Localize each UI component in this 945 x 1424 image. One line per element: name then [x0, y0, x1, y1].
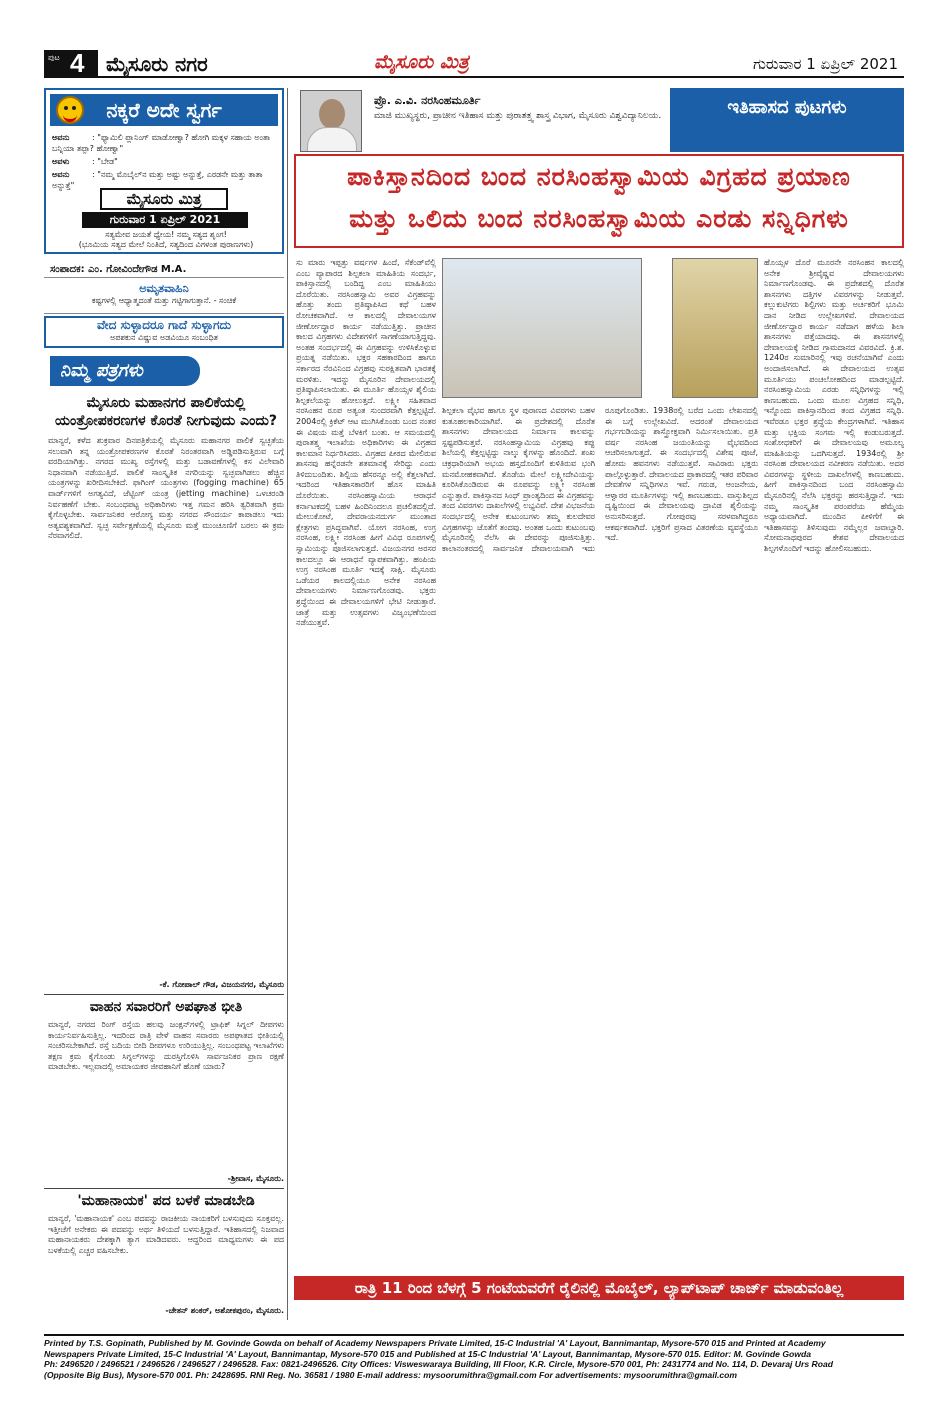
page-number: 4 — [70, 48, 85, 78]
imprint-line: Printed by T.S. Gopinath, Published by M. Govinde Gowda on behalf of Academy Newspapers Private Limited, 15-C Industrial 'A' Layout, Bannimantap, Mysore-570 015 and Printed at Academy — [44, 1338, 826, 1348]
page-number-box — [44, 50, 98, 78]
imprint-line: (Opposite Big Bus), Mysore-570 001. Ph: 2428695. RNI Reg. No. 36581 / 1980 E-mail address: mysoorumithra@gmail.com For advertisements: mysoorumithra@gmail.com — [44, 1369, 738, 1380]
temple-photo — [442, 258, 642, 398]
divider — [44, 994, 284, 995]
newspaper-page — [44, 44, 904, 1386]
letter-title: ಮೈಸೂರು ಮಹಾನಗರ ಪಾಲಿಕೆಯಲ್ಲಿ ಯಂತ್ರೋಪಕರಣಗಳ ಕೊರತೆ ನೀಗುವುದು ಎಂದು? — [55, 395, 277, 429]
author-photo — [300, 90, 362, 152]
letter-body: ಮಾನ್ಯರೆ, 'ಮಹಾನಾಯಕ' ಎಂಬ ಪದವನ್ನು ರಾಜಕೀಯ ನಾಯಕರಿಗೆ ಬಳಸುವುದು ಸೂಕ್ತವಲ್ಲ. ಇತ್ತೀಚೆಗೆ ಅನೇಕರು ಈ ಪದವನ್ನು ಅರ್ಥ ತಿಳಿಯದೆ ಬಳಸುತ್ತಿದ್ದಾರೆ. ಇತಿಹಾಸದಲ್ಲಿ ನಿಜವಾದ ಮಹಾನಾಯಕರು ದೇಶಕ್ಕಾಗಿ ತ್ಯಾಗ ಮಾಡಿದವರು. ಆದ್ದರಿಂದ ಮಾಧ್ಯಮಗಳು ಈ ಪದ ಬಳಕೆಯಲ್ಲಿ ಎಚ್ಚರ ವಹಿಸಬೇಕು. — [48, 1214, 284, 1255]
joke-lines — [52, 132, 280, 193]
divider — [44, 1188, 284, 1189]
laughing-face-icon — [56, 96, 84, 124]
letter-signature: -ಚೇತನ್ ಶಂಕರ್, ಅಶೋಕಪುರಂ, ಮೈಸೂರು. — [165, 1306, 284, 1315]
section-title: ಮೈಸೂರು ನಗರ — [106, 52, 208, 76]
amritavahini-text: ಕಷ್ಟಗಳಲ್ಲಿ ಆಧ್ಯಾತ್ಮದಂತೆ ಮತ್ತು ಗಟ್ಟಿಗಾಗುತ್ತಾನೆ. - ಸಂಚಿಕೆ — [91, 296, 237, 305]
article-column: ಶಿಲ್ಪಕಲಾ ವೈಭವ ಹಾಗೂ ಸ್ಥಳ ಪುರಾಣದ ವಿವರಗಳು ಬಹಳ ಕುತೂಹಲಕಾರಿಯಾಗಿವೆ. ಈ ಪ್ರದೇಶದಲ್ಲಿ ದೊರೆತ ಶಾಸನಗಳು ದೇವಾಲಯದ ನಿರ್ಮಾಣ ಕಾಲವನ್ನು ಸ್ಪಷ್ಟಪಡಿಸುತ್ತವೆ. ನರಸಿಂಹಸ್ವಾಮಿಯ ವಿಗ್ರಹವು ಕಪ್ಪು ಶಿಲೆಯಲ್ಲಿ ಕೆತ್ತಲ್ಪಟ್ಟಿದ್ದು ನಾಲ್ಕು ಕೈಗಳನ್ನು ಹೊಂದಿದೆ. ಶಂಖ ಚಕ್ರಧಾರಿಯಾಗಿ ಅಭಯ ಹಸ್ತದೊಂದಿಗೆ ಕುಳಿತಿರುವ ಭಂಗಿ ಮನಮೋಹಕವಾಗಿದೆ. ತೊಡೆಯ ಮೇಲೆ ಲಕ್ಷ್ಮೀದೇವಿಯನ್ನು ಕೂರಿಸಿಕೊಂಡಿರುವ ಈ ರೂಪವನ್ನು ಲಕ್ಷ್ಮೀ ನರಸಿಂಹ ಎನ್ನುತ್ತಾರೆ. ಪಾಕಿಸ್ತಾನದ ಸಿಂಧ್ ಪ್ರಾಂತ್ಯದಿಂದ ಈ ವಿಗ್ರಹವನ್ನು ತಂದ ವಿವರಗಳು ದಾಖಲೆಗಳಲ್ಲಿ ಲಭ್ಯವಿವೆ. ದೇಶ ವಿಭಜನೆಯ ಸಂದರ್ಭದಲ್ಲಿ ಅನೇಕ ಕುಟುಂಬಗಳು ತಮ್ಮ ಕುಲದೇವರ ವಿಗ್ರಹಗಳನ್ನು ಜೊತೆಗೆ ತಂದವು. ಅಂತಹ ಒಂದು ಕುಟುಂಬವು ಮೈಸೂರಿನಲ್ಲಿ ನೆಲೆಸಿ ಈ ದೇವರನ್ನು ಪೂಜಿಸುತ್ತಿತ್ತು. ಕಾಲಾನಂತರದಲ್ಲಿ ಸಾರ್ವಜನಿಕ ದೇವಾಲಯವಾಗಿ ಇದು ರೂಪುಗೊಂಡಿತು. 1938ರಲ್ಲಿ ಬರೆದ ಒಂದು ಲೇಖನದಲ್ಲಿ ಈ ಬಗ್ಗೆ ಉಲ್ಲೇಖವಿದೆ. ಅದರಂತೆ ದೇವಾಲಯದ ಗರ್ಭಗುಡಿಯನ್ನು ಶಾಸ್ತ್ರೋಕ್ತವಾಗಿ ನಿರ್ಮಿಸಲಾಯಿತು. ಪ್ರತಿ ವರ್ಷ ನರಸಿಂಹ ಜಯಂತಿಯನ್ನು ವೈಭವದಿಂದ ಆಚರಿಸಲಾಗುತ್ತದೆ. ಈ ಸಂದರ್ಭದಲ್ಲಿ ವಿಶೇಷ ಪೂಜೆ, ಹೋಮ ಹವನಗಳು ನಡೆಯುತ್ತವೆ. ಸಾವಿರಾರು ಭಕ್ತರು ಪಾಲ್ಗೊಳ್ಳುತ್ತಾರೆ. ದೇವಾಲಯದ ಪ್ರಾಕಾರದಲ್ಲಿ ಇತರ ಪರಿವಾರ ದೇವತೆಗಳ ಸನ್ನಿಧಿಗಳೂ ಇವೆ. ಗರುಡ, ಆಂಜನೇಯ, ಆಳ್ವಾರರ ಮೂರ್ತಿಗಳನ್ನು ಇಲ್ಲಿ ಕಾಣಬಹುದು. ವಾಸ್ತುಶಿಲ್ಪದ ದೃಷ್ಟಿಯಿಂದ ಈ ದೇವಾಲಯವು ದ್ರಾವಿಡ ಶೈಲಿಯನ್ನು ಅನುಸರಿಸುತ್ತದೆ. ಗೋಪುರವು ಸರಳವಾಗಿದ್ದರೂ ಆಕರ್ಷಕವಾಗಿದೆ. ಭಕ್ತರಿಗೆ ಪ್ರಸಾದ ವಿತರಣೆಯ ವ್ಯವಸ್ಥೆಯೂ ಇದೆ. — [442, 406, 758, 553]
imprint-line: Ph: 2496520 / 2496521 / 2496526 / 2496527 / 2496528. Fax: 0821-2496526. City Offices: Visweswaraya Building, III Floor, K.R. Circle, Mysore-570 001, Ph: 2431774 and No. 114, D. Devaraj Urs Road — [44, 1359, 833, 1369]
article-headline — [294, 154, 904, 248]
author-name: ಪ್ರೊ. ಎ.ವಿ. ನರಸಿಂಹಮೂರ್ತಿ — [374, 94, 481, 107]
headline-line-2: ಮತ್ತು ಒಲಿದು ಬಂದ ನರಸಿಂಹಸ್ವಾಮಿಯ ಎರಡು ಸನ್ನಿಧಿಗಳು — [349, 204, 849, 233]
page-label: ಪುಟ — [48, 53, 60, 62]
letter-title: 'ಮಹಾನಾಯಕ' ಪದ ಬಳಕೆ ಮಾಡಬೇಡಿ — [77, 1193, 255, 1209]
article-column: ಹೊಯ್ಸಳ ದೊರೆ ಮೂರನೇ ನರಸಿಂಹನ ಕಾಲದಲ್ಲಿ ಅನೇಕ ಶ್ರೀವೈಷ್ಣವ ದೇವಾಲಯಗಳು ನಿರ್ಮಾಣಗೊಂಡವು. ಈ ಪ್ರದೇಶದಲ್ಲಿ ದೊರೆತ ಶಾಸನಗಳು ದತ್ತಿಗಳ ವಿವರಗಳನ್ನು ನೀಡುತ್ತವೆ. ಕಲ್ಲುಕುಟಿಗರು ಶಿಲ್ಪಿಗಳು ಮತ್ತು ಅರ್ಚಕರಿಗೆ ಭೂಮಿ ದಾನ ನೀಡಿದ ಉಲ್ಲೇಖಗಳಿವೆ. ದೇವಾಲಯದ ಜೀರ್ಣೋದ್ಧಾರ ಕಾರ್ಯ ನಡೆದಾಗ ಹಳೆಯ ಶಿಲಾ ಶಾಸನಗಳು ಪತ್ತೆಯಾದವು. ಈ ಶಾಸನಗಳಲ್ಲಿ ದೇವಾಲಯಕ್ಕೆ ನೀಡಿದ ಗ್ರಾಮದಾನದ ವಿವರವಿದೆ. ಕ್ರಿ.ಶ. 1240ರ ಸುಮಾರಿನಲ್ಲಿ ಇವು ರಚನೆಯಾಗಿವೆ ಎಂದು ಅಂದಾಜಿಸಲಾಗಿದೆ. ಈ ದೇವಾಲಯದ ಉತ್ಸವ ಮೂರ್ತಿಯು ಪಂಚಲೋಹದಿಂದ ಮಾಡಲ್ಪಟ್ಟಿದೆ. ನರಸಿಂಹಸ್ವಾಮಿಯ ಎರಡು ಸನ್ನಿಧಿಗಳನ್ನು ಇಲ್ಲಿ ಕಾಣಬಹುದು. ಒಂದು ಮೂಲ ವಿಗ್ರಹದ ಸನ್ನಿಧಿ, ಇನ್ನೊಂದು ಪಾಕಿಸ್ತಾನದಿಂದ ತಂದ ವಿಗ್ರಹದ ಸನ್ನಿಧಿ. ಇವೆರಡೂ ಭಕ್ತರ ಶ್ರದ್ಧೆಯ ಕೇಂದ್ರಗಳಾಗಿವೆ. ಇತಿಹಾಸ ಮತ್ತು ಭಕ್ತಿಯ ಸಂಗಮ ಇಲ್ಲಿ ಕಂಡುಬರುತ್ತದೆ. ಸಂಶೋಧಕರಿಗೆ ಈ ದೇವಾಲಯವು ಅಮೂಲ್ಯ ಮಾಹಿತಿಯನ್ನು ಒದಗಿಸುತ್ತದೆ. 1934ರಲ್ಲಿ ಶ್ರೀ ನರಸಿಂಹ ದೇವಾಲಯದ ನವೀಕರಣ ನಡೆಯಿತು. ಅದರ ವಿವರಗಳನ್ನು ಸ್ಥಳೀಯ ದಾಖಲೆಗಳಲ್ಲಿ ಕಾಣಬಹುದು. ಹೀಗೆ ಪಾಕಿಸ್ತಾನದಿಂದ ಬಂದ ನರಸಿಂಹಸ್ವಾಮಿ ಮೈಸೂರಿನಲ್ಲಿ ನೆಲೆಸಿ ಭಕ್ತರನ್ನು ಹರಸುತ್ತಿದ್ದಾನೆ. ಇದು ನಮ್ಮ ಸಾಂಸ್ಕೃತಿಕ ಪರಂಪರೆಯ ಹೆಮ್ಮೆಯ ಅಧ್ಯಾಯವಾಗಿದೆ. ಮುಂದಿನ ಪೀಳಿಗೆಗೆ ಈ ಇತಿಹಾಸವನ್ನು ತಿಳಿಸುವುದು ನಮ್ಮೆಲ್ಲರ ಜವಾಬ್ದಾರಿ. ಸೋಮನಾಥಪುರದ ಕೇಶವ ದೇವಾಲಯದ ಶಿಲ್ಪಗಳೊಂದಿಗೆ ಇದನ್ನು ಹೋಲಿಸಬಹುದು. — [764, 258, 904, 554]
masthead: ಮೈಸೂರು ಮಿತ್ರ — [374, 51, 469, 73]
deity-photo — [672, 258, 758, 398]
editor-line: ಸಂಪಾದಕ: ಎಂ. ಗೋವಿಂದೇಗೌಡ M.A. — [44, 262, 284, 278]
proverb-title: ವೇದ ಸುಳ್ಳಾದರೂ ಗಾದೆ ಸುಳ್ಳಾಗದು — [96, 318, 232, 332]
joke-line: ಅವನು : "ಫ್ಯಾಮಿಲಿ ಪ್ಲಾನಿಂಗ್ ಮಾಡೋಣ್ವಾ? ಹೋಗಿ ಮಕ್ಕಳ ಸಹಾಯ ಅಂತಾ ಬನ್ನಿಯಾ ತಪ್ಪಾ? ಹೋಣ್ವಾ" — [52, 133, 271, 153]
letter-body: ಮಾನ್ಯರೆ, ಕಳೆದ ಶುಕ್ರವಾರ ದಿನಪತ್ರಿಕೆಯಲ್ಲಿ ಮೈಸೂರು ಮಹಾನಗರ ಪಾಲಿಕೆ ಸ್ವಚ್ಛತೆಯ ಸಲುವಾಗಿ ತನ್ನ ಯಂತ್ರೋಪಕರಣಗಳ ಕೊರತೆ ನಿರಂತರವಾಗಿ ಅಡ್ಡಿಪಡಿಸುತ್ತಿರುವ ಬಗ್ಗೆ ವರದಿಯಾಗಿತ್ತು. ನಗರದ ಮುಖ್ಯ ರಸ್ತೆಗಳಲ್ಲಿ ಮತ್ತು ಬಡಾವಣೆಗಳಲ್ಲಿ ಕಸ ವಿಲೇವಾರಿ ನಿಧಾನವಾಗಿ ನಡೆಯುತ್ತಿದೆ. ಪಾಲಿಕೆ ಸಾಂಸ್ಕೃತಿಕ ನಗರಿಯನ್ನು ಸ್ವಚ್ಛವಾಗಿಡಲು ಹೆಚ್ಚಿನ ಯಂತ್ರಗಳನ್ನು ಖರೀದಿಸಬೇಕಿದೆ. ಫಾಗಿಂಗ್ ಯಂತ್ರಗಳು (fogging machine) 65 ವಾರ್ಡ್‌ಗಳಿಗೆ ಅಗತ್ಯವಿದೆ, ಜೆಟ್ಟಿಂಗ್ ಯಂತ್ರ (jetting machine) ಒಳಚರಂಡಿ ನಿರ್ವಹಣೆಗೆ ಬೇಕು. ಸಂಬಂಧಪಟ್ಟ ಅಧಿಕಾರಿಗಳು ಇತ್ತ ಗಮನ ಹರಿಸಿ ತ್ವರಿತವಾಗಿ ಕ್ರಮ ಕೈಗೊಳ್ಳಬೇಕು. ಸಾರ್ವಜನಿಕರ ಆರೋಗ್ಯ ಮತ್ತು ನಗರದ ಸೌಂದರ್ಯ ಕಾಪಾಡಲು ಇದು ಅತ್ಯವಶ್ಯಕವಾಗಿದೆ. ಸ್ವಚ್ಛ ಸರ್ವೇಕ್ಷಣೆಯಲ್ಲಿ ಮೈಸೂರು ಮತ್ತೆ ಮುಂಚೂಣಿಗೆ ಬರಲು ಈ ಕ್ರಮ ನೆರವಾಗಲಿದೆ. — [48, 436, 284, 541]
author-description: ಮಾಜಿ ಮುಖ್ಯಸ್ಥರು, ಪ್ರಾಚೀನ ಇತಿಹಾಸ ಮತ್ತು ಪುರಾತತ್ತ್ವ ಶಾಸ್ತ್ರ ವಿಭಾಗ, ಮೈಸೂರು ವಿಶ್ವವಿದ್ಯಾನಿಲಯ. — [374, 111, 662, 121]
headline-line-1: ಪಾಕಿಸ್ತಾನದಿಂದ ಬಂದ ನರಸಿಂಹಸ್ವಾಮಿಯ ವಿಗ್ರಹದ ಪ್ರಯಾಣ — [347, 162, 851, 191]
imprint-line: Newspapers Private Limited, 15-C Industrial 'A' Layout, Bannimantap, Mysore-570 015 and Published at 15-C Industrial 'A' Layout, Bannimantap, Mysore-570 015. Editor: M. Govinde Gowda — [44, 1348, 811, 1359]
joke-box — [44, 88, 284, 254]
letter-signature: -ಶ್ರೀವಾಸ, ಮೈಸೂರು. — [227, 1174, 284, 1183]
railway-news-banner: ರಾತ್ರಿ 11 ರಿಂದ ಬೆಳಗ್ಗೆ 5 ಗಂಟೆಯವರೆಗೆ ರೈಲಿನಲ್ಲಿ ಮೊಬೈಲ್, ಲ್ಯಾಪ್‌ಟಾಪ್ ಚಾರ್ಜ್ ಮಾಡುವಂತಿಲ್ಲ — [294, 1276, 904, 1300]
left-column — [44, 88, 288, 1320]
proverb-text: ಅಪಶಕುನ ವಿಷ್ಣುವ ಅಡವಿಯೂ ಸಂಬಂಧಿತ — [110, 333, 218, 342]
header-date: ಗುರುವಾರ 1 ಏಪ್ರಿಲ್ 2021 — [752, 55, 898, 73]
letters-section-title: ನಿಮ್ಮ ಪತ್ರಗಳು — [50, 356, 200, 386]
proverb-box — [44, 316, 284, 348]
article-column: ಸು ಮಾರು ಇಪ್ಪತ್ತು ವರ್ಷಗಳ ಹಿಂದೆ, ಸೆಕೆಂಡ್‌ವೆಲ್ಲಿ ಎಂಬ ವ್ಯಾಪಾರದ ಶಿಲ್ಪಕಲಾ ಮಾಹಿತಿಯ ಸಂದರ್ಭ, ಪಾಕಿಸ್ತಾನದಲ್ಲಿ ಬಂದಿದ್ದ ಎಂಬ ಮಾಹಿತಿಯು ದೊರೆಯಿತು. ನರಸಿಂಹಸ್ವಾಮಿ ಅವರ ವಿಗ್ರಹವನ್ನು ಹೊತ್ತು ತಂದು ಪ್ರತಿಷ್ಠಾಪಿಸಿದ ಕಥೆ ಬಹಳ ರೋಚಕವಾಗಿದೆ. ಆ ಕಾಲದಲ್ಲಿ ದೇವಾಲಯಗಳ ಜೀರ್ಣೋದ್ಧಾರ ಕಾರ್ಯ ನಡೆಯುತ್ತಿತ್ತು. ಪ್ರಾಚೀನ ಕಾಲದ ವಿಗ್ರಹಗಳು ವಿದೇಶಗಳಿಗೆ ಸಾಗಣೆಯಾಗುತ್ತಿದ್ದವು. ಅಂತಹ ಸಂದರ್ಭದಲ್ಲಿ ಈ ವಿಗ್ರಹವನ್ನು ಉಳಿಸಿಕೊಳ್ಳುವ ಪ್ರಯತ್ನ ನಡೆಯಿತು. ಭಕ್ತರ ಸಹಕಾರದಿಂದ ಹಾಗೂ ಸರ್ಕಾರದ ನೆರವಿನಿಂದ ವಿಗ್ರಹವು ಸುರಕ್ಷಿತವಾಗಿ ಭಾರತಕ್ಕೆ ಮರಳಿತು. ಇದನ್ನು ಮೈಸೂರಿನ ದೇವಾಲಯದಲ್ಲಿ ಪ್ರತಿಷ್ಠಾಪಿಸಲಾಯಿತು. ಈ ಮೂರ್ತಿ ಹೊಯ್ಸಳ ಶೈಲಿಯ ಶಿಲ್ಪಕಲೆಯನ್ನು ಹೋಲುತ್ತದೆ. ಲಕ್ಷ್ಮೀ ಸಹಿತವಾದ ನರಸಿಂಹನ ರೂಪ ಅತ್ಯಂತ ಸುಂದರವಾಗಿ ಕೆತ್ತಲ್ಪಟ್ಟಿದೆ. 2004ರಲ್ಲಿ ಕ್ರಿಕೆಟ್ ಆಟ ಮುಗಿಸಿಕೊಂಡು ಬಂದ ನಂತರ ಈ ವಿಷಯ ಮತ್ತೆ ಬೆಳಕಿಗೆ ಬಂತು. ಆ ಸಮಯದಲ್ಲಿ ಪುರಾತತ್ತ್ವ ಇಲಾಖೆಯ ಅಧಿಕಾರಿಗಳು ಈ ವಿಗ್ರಹದ ಕಾಲಮಾನ ನಿರ್ಧರಿಸಿದರು. ವಿಗ್ರಹದ ಪೀಠದ ಮೇಲಿರುವ ಶಾಸನವು ಹನ್ನೆರಡನೇ ಶತಮಾನಕ್ಕೆ ಸೇರಿದ್ದು ಎಂದು ತಿಳಿದುಬಂದಿತು. ಶಿಲ್ಪಿಯ ಹೆಸರನ್ನೂ ಅಲ್ಲಿ ಕೆತ್ತಲಾಗಿದೆ. ಇದರಿಂದ ಇತಿಹಾಸಕಾರರಿಗೆ ಹೊಸ ಮಾಹಿತಿ ದೊರೆಯಿತು. ನರಸಿಂಹಸ್ವಾಮಿಯ ಆರಾಧನೆ ಕರ್ನಾಟಕದಲ್ಲಿ ಬಹಳ ಹಿಂದಿನಿಂದಲೂ ಪ್ರಚಲಿತದಲ್ಲಿದೆ. ಮೇಲುಕೋಟೆ, ದೇವರಾಯನದುರ್ಗ ಮುಂತಾದ ಕ್ಷೇತ್ರಗಳು ಪ್ರಸಿದ್ಧವಾಗಿವೆ. ಯೋಗ ನರಸಿಂಹ, ಉಗ್ರ ನರಸಿಂಹ, ಲಕ್ಷ್ಮೀ ನರಸಿಂಹ ಹೀಗೆ ವಿವಿಧ ರೂಪಗಳಲ್ಲಿ ಸ್ವಾಮಿಯನ್ನು ಪೂಜಿಸಲಾಗುತ್ತದೆ. ವಿಜಯನಗರ ಅರಸರ ಕಾಲದಲ್ಲೂ ಈ ಆರಾಧನೆ ವ್ಯಾಪಕವಾಗಿತ್ತು. ಹಂಪಿಯ ಉಗ್ರ ನರಸಿಂಹ ಮೂರ್ತಿ ಇದಕ್ಕೆ ಸಾಕ್ಷಿ. ಮೈಸೂರು ಒಡೆಯರ ಕಾಲದಲ್ಲಿಯೂ ಅನೇಕ ನರಸಿಂಹ ದೇವಾಲಯಗಳು ನಿರ್ಮಾಣಗೊಂಡವು. ಭಕ್ತರು ಶ್ರದ್ಧೆಯಿಂದ ಈ ದೇವಾಲಯಗಳಿಗೆ ಭೇಟಿ ನೀಡುತ್ತಾರೆ. ಜಾತ್ರೆ ಮತ್ತು ಉತ್ಸವಗಳು ವಿಜೃಂಭಣೆಯಿಂದ ನಡೆಯುತ್ತವೆ. — [296, 258, 436, 628]
letter-body: ಮಾನ್ಯರೆ, ನಗರದ ರಿಂಗ್ ರಸ್ತೆಯ ಹಲವು ಜಂಕ್ಷನ್‌ಗಳಲ್ಲಿ ಟ್ರಾಫಿಕ್ ಸಿಗ್ನಲ್ ದೀಪಗಳು ಕಾರ್ಯನಿರ್ವಹಿಸುತ್ತಿಲ್ಲ. ಇದರಿಂದ ರಾತ್ರಿ ವೇಳೆ ವಾಹನ ಸವಾರರು ಅಪಘಾತದ ಭೀತಿಯಲ್ಲಿ ಸಂಚರಿಸಬೇಕಾಗಿದೆ. ರಸ್ತೆ ಬದಿಯ ಬೀದಿ ದೀಪಗಳೂ ಉರಿಯುತ್ತಿಲ್ಲ. ಸಂಬಂಧಪಟ್ಟ ಇಲಾಖೆಗಳು ತಕ್ಷಣ ಕ್ರಮ ಕೈಗೊಂಡು ಸಿಗ್ನಲ್‌ಗಳನ್ನು ದುರಸ್ತಿಗೊಳಿಸಿ ಸಾರ್ವಜನಿಕರ ಪ್ರಾಣ ರಕ್ಷಣೆ ಮಾಡಬೇಕು. ಇಲ್ಲವಾದಲ್ಲಿ ಅಮಾಯಕರ ಜೀವಹಾನಿಗೆ ಹೊಣೆ ಯಾರು? — [48, 1020, 284, 1072]
imprint-footer — [44, 1334, 904, 1386]
page-header — [44, 50, 904, 78]
masthead-motto: ಸತ್ಯಮೇವ ಜಯತೆ ಧ್ಯೇಯ! ನಮ್ಮ ಸತ್ಯದ ಶೃಂಗ! (ಭೂಮಿಯ ಸತ್ಯದ ಮೇಲೆ ನಿಂತಿದೆ, ಸತ್ಯದಿಂದ ವಿಗಳಂತ ಪುರಾಣಗಳು) — [78, 230, 254, 249]
amritavahini-title: ಅಮೃತವಾಹಿನಿ — [139, 282, 189, 295]
letter-signature: -ಕೆ. ಗೋಪಾಲ್ ಗೌಡ, ವಿಜಯನಗರ, ಮೈಸೂರು — [159, 980, 284, 989]
joke-line: ಅವಳು : "ಬೇಡ" — [52, 157, 118, 166]
section-tag: ಇತಿಹಾಸದ ಪುಟಗಳು — [670, 88, 904, 152]
letter-title: ವಾಹನ ಸವಾರರಿಗೆ ಅಪಘಾತ ಭೀತಿ — [89, 999, 243, 1015]
mini-masthead: ಮೈಸೂರು ಮಿತ್ರ — [100, 188, 228, 210]
joke-box-title: ನಕ್ಕರೆ ಅದೇ ಸ್ವರ್ಗ — [50, 94, 278, 126]
joke-line: ಅವನು : "ನಮ್ಮ ಮೊಬೈಲ್‌ನ ಮತ್ತು ಅಷ್ಟು ಅನ್ನುತ್ತೆ, ಎರಡನೇ ಮತ್ತು ತಾತಾ ಅನ್ನುತ್ತೆ" — [52, 170, 263, 190]
amritavahini-box — [44, 282, 284, 314]
mini-date: ಗುರುವಾರ 1 ಏಪ್ರಿಲ್ 2021 — [82, 212, 248, 228]
author-byline — [294, 88, 664, 152]
feature-article — [294, 88, 904, 1320]
